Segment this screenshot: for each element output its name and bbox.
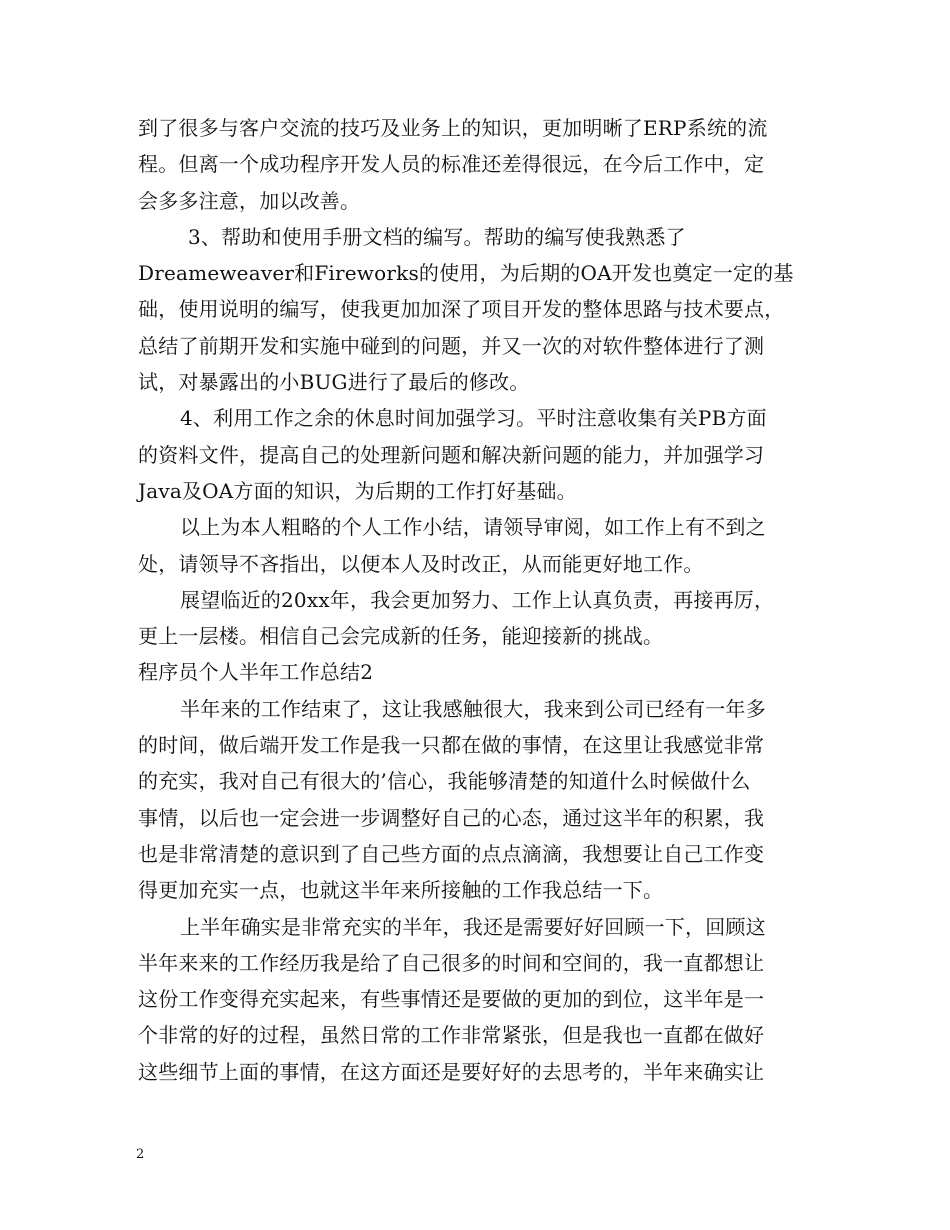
text-line: 得更加充实一点，也就这半年来所接触的工作我总结一下。 <box>138 878 664 903</box>
text-line: 的时间，做后端开发工作是我一只都在做的事情，在这里让我感觉非常 <box>138 733 765 758</box>
text-line: 的充实，我对自己有很大的’信心，我能够清楚的知道什么时候做什么 <box>138 769 751 794</box>
text-line: 会多多注意，加以改善。 <box>138 188 361 213</box>
text-line: 展望临近的20xx年，我会更加努力、工作上认真负责，再接再厉， <box>180 587 775 612</box>
text-line: 试，对暴露出的小BUG进行了最后的修改。 <box>138 370 530 395</box>
text-line: 总结了前期开发和实施中碰到的问题，并又一次的对软件整体进行了测 <box>138 333 765 358</box>
text-line: 上半年确实是非常充实的半年，我还是需要好好回顾一下，回顾这 <box>180 914 766 939</box>
text-line: 也是非常清楚的意识到了自己些方面的点点滴滴，我想要让自己工作变 <box>138 841 765 866</box>
text-line: 到了很多与客户交流的技巧及业务上的知识，更加明晰了ERP系统的流 <box>138 116 768 140</box>
text-line: 以上为本人粗略的个人工作小结，请领导审阅，如工作上有不到之 <box>180 515 766 540</box>
page-number: 2 <box>136 1147 145 1162</box>
text-line: 处，请领导不吝指出，以便本人及时改正，从而能更好地工作。 <box>138 551 704 576</box>
text-line: Dreameweaver和Fireworks的使用，为后期的OA开发也奠定一定的基 <box>138 261 794 286</box>
text-line: 的资料文件，提高自己的处理新问题和解决新问题的能力，并加强学习 <box>138 442 765 467</box>
text-line: Java及OA方面的知识，为后期的工作打好基础。 <box>138 478 577 503</box>
text-line: 这些细节上面的事情，在这方面还是要好好的去思考的，半年来确实让 <box>138 1059 765 1084</box>
text-line: 半年来来的工作经历我是给了自己很多的时间和空间的，我一直都想让 <box>138 950 765 975</box>
body-text <box>138 110 828 1090</box>
text-line: 这份工作变得充实起来，有些事情还是要做的更加的到位，这半年是一 <box>138 987 765 1012</box>
text-line: 3、帮助和使用手册文档的编写。帮助的编写使我熟悉了 <box>188 224 686 249</box>
text-line: 半年来的工作结束了，这让我感触很大，我来到公司已经有一年多 <box>180 696 766 721</box>
text-line: 个非常的好的过程，虽然日常的工作非常紧张，但是我也一直都在做好 <box>138 1023 765 1048</box>
text-line: 程。但离一个成功程序开发人员的标准还差得很远，在今后工作中，定 <box>138 152 765 177</box>
text-line: 础，使用说明的编写，使我更加加深了项目开发的整体思路与技术要点， <box>138 297 785 322</box>
section-heading: 程序员个人半年工作总结2 <box>138 660 374 685</box>
text-line: 更上一层楼。相信自己会完成新的任务，能迎接新的挑战。 <box>138 624 664 649</box>
text-line: 4、利用工作之余的休息时间加强学习。平时注意收集有关PB方面 <box>180 406 767 431</box>
text-line: 事情，以后也一定会进一步调整好自己的心态，通过这半年的积累，我 <box>138 805 765 830</box>
